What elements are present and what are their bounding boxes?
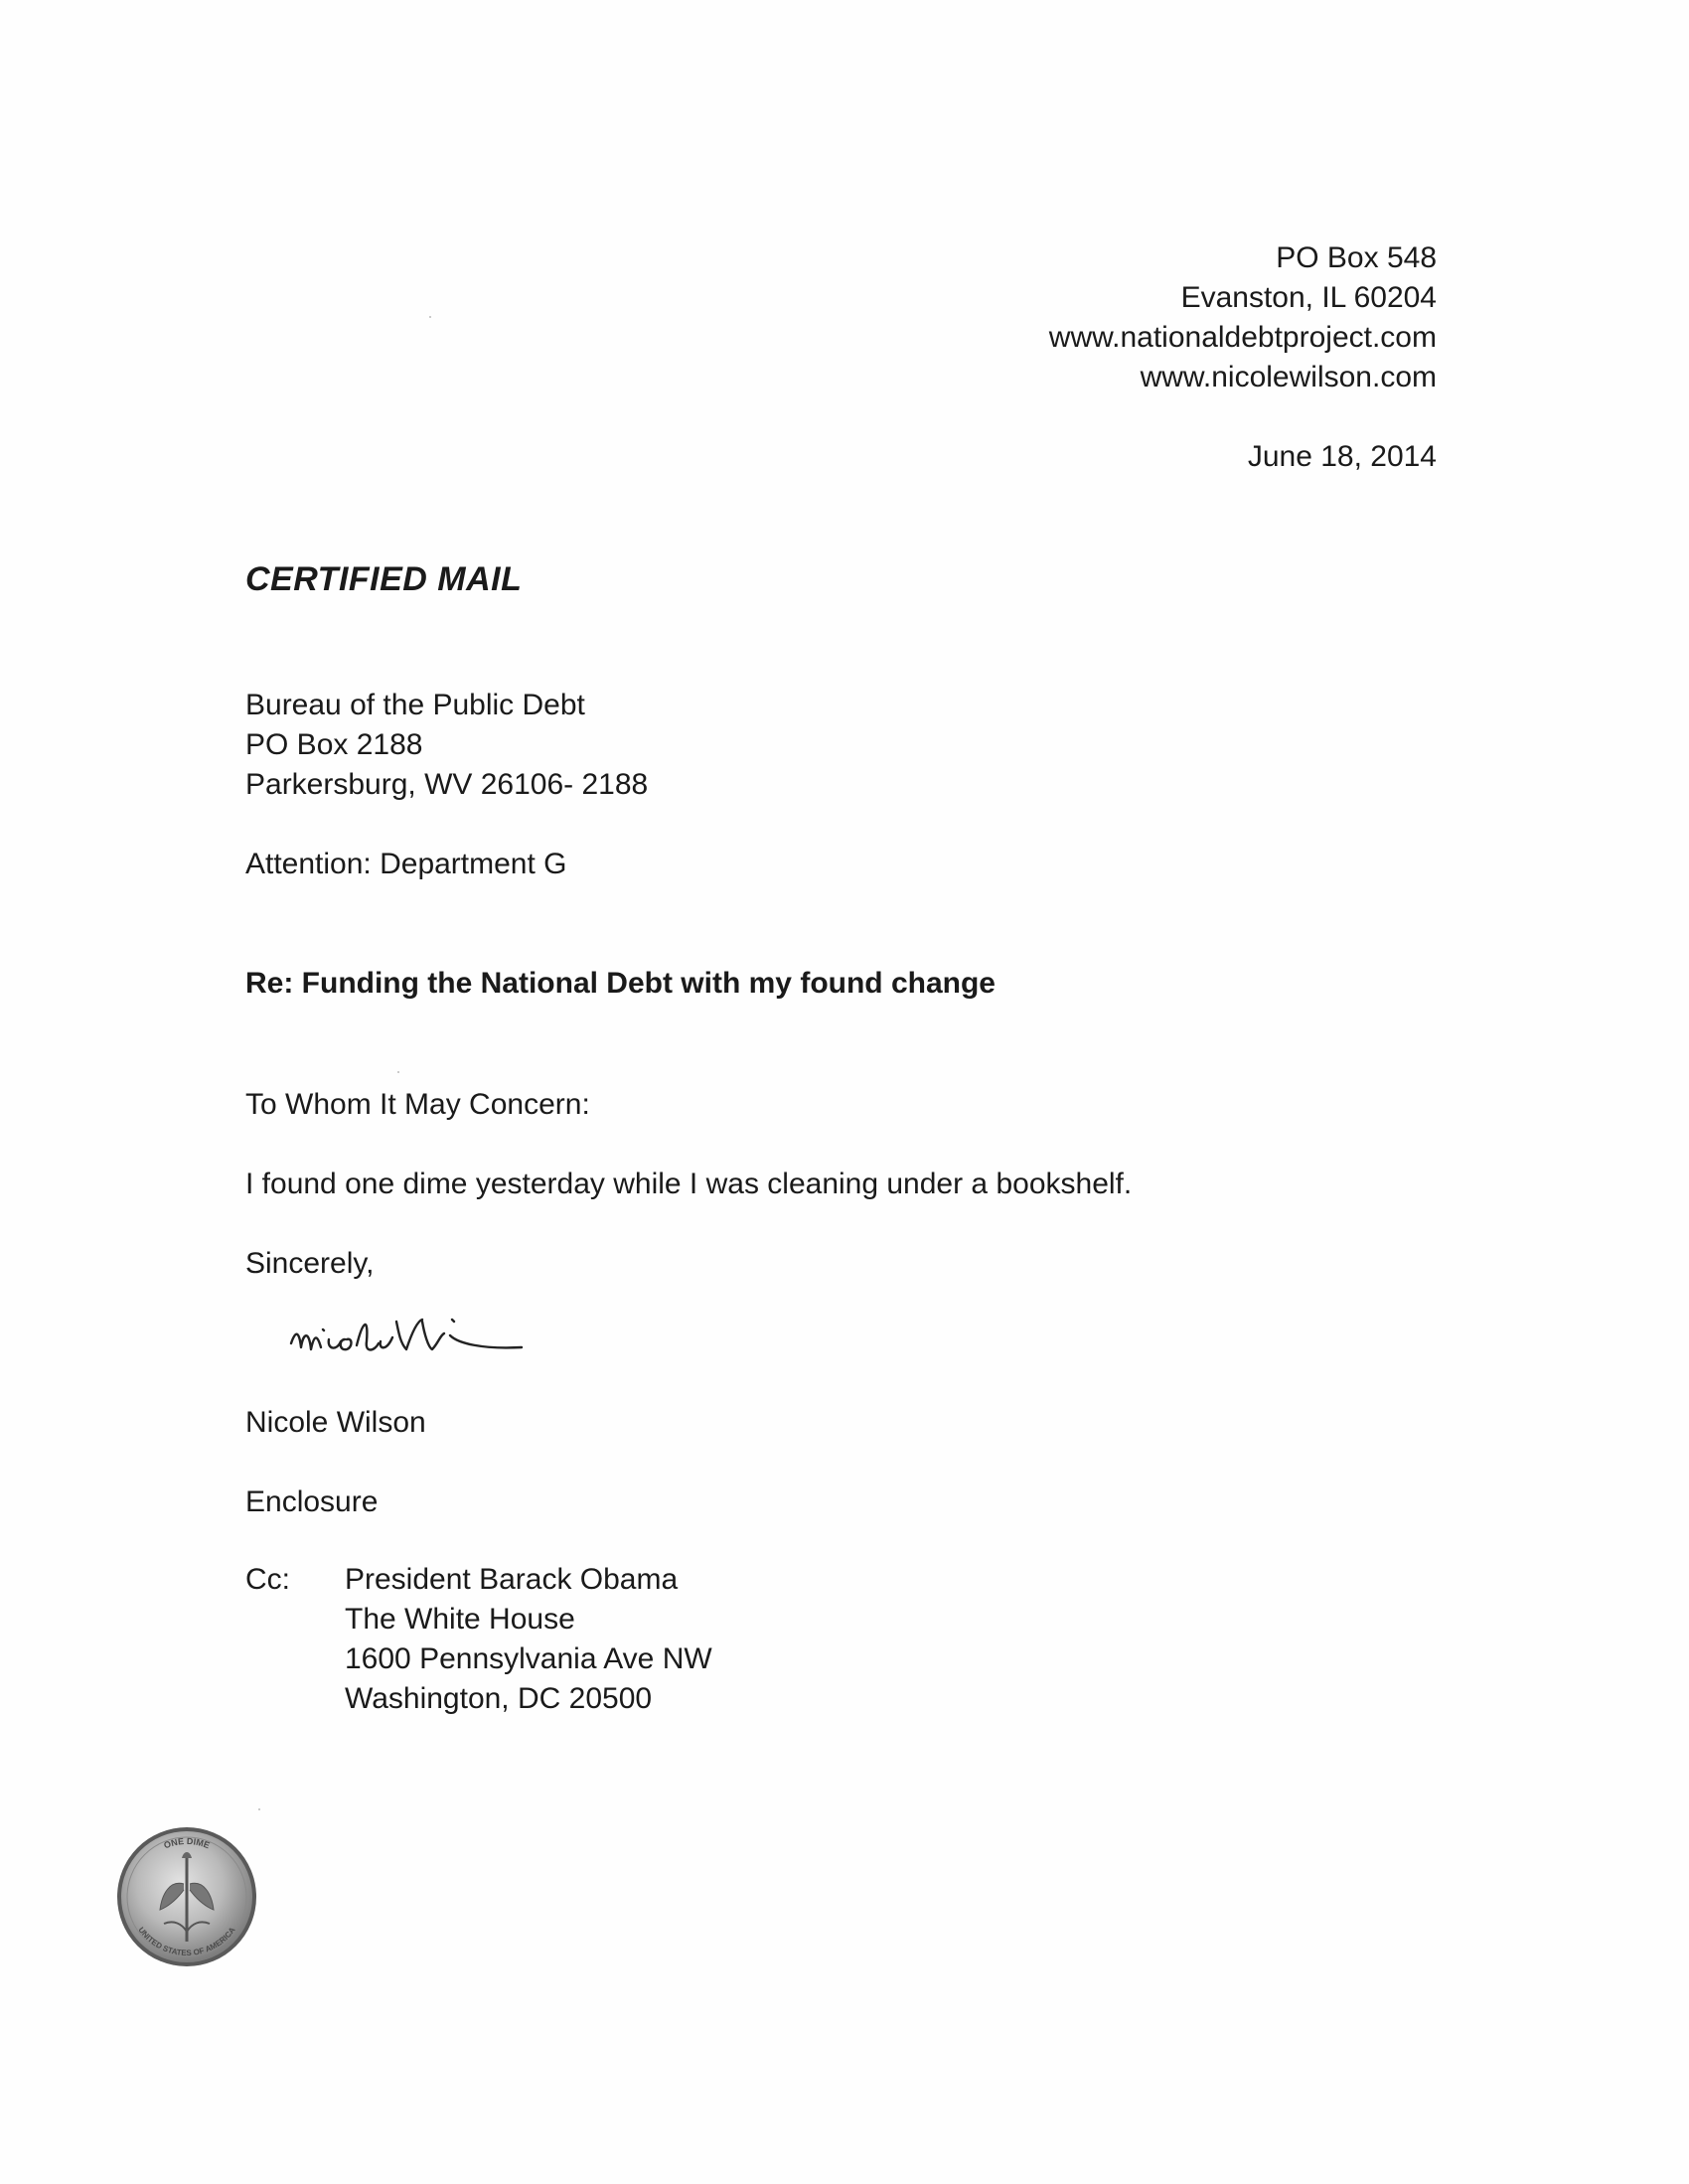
scan-speck [397, 1071, 399, 1073]
cc-street: 1600 Pennsylvania Ave NW [345, 1642, 712, 1675]
signer-name: Nicole Wilson [245, 1406, 426, 1439]
cc-label: Cc: [245, 1563, 290, 1596]
dime-coin-icon [114, 1824, 259, 1969]
attention-line: Attention: Department G [245, 848, 567, 880]
scan-speck [258, 1808, 260, 1810]
cc-building: The White House [345, 1603, 575, 1636]
sender-city: Evanston, IL 60204 [1180, 281, 1437, 314]
handwritten-signature [283, 1292, 591, 1371]
cc-name: President Barack Obama [345, 1563, 679, 1596]
recipient-city: Parkersburg, WV 26106- 2188 [245, 768, 649, 801]
cc-city: Washington, DC 20500 [345, 1682, 653, 1715]
sender-website-1: www.nationaldebtproject.com [1048, 321, 1437, 354]
sender-po-box: PO Box 548 [1276, 241, 1437, 274]
sender-website-2: www.nicolewilson.com [1140, 361, 1437, 393]
recipient-po-box: PO Box 2188 [245, 728, 423, 761]
salutation: To Whom It May Concern: [245, 1088, 590, 1121]
scan-speck [429, 316, 431, 318]
sender-address [1049, 238, 1437, 397]
letter-body: I found one dime yesterday while I was cleaning under a bookshelf. [245, 1168, 1133, 1200]
coin-inscription-top: ONE DIME [162, 1835, 212, 1851]
recipient-address [245, 686, 648, 805]
closing: Sincerely, [245, 1247, 375, 1280]
certified-mail-heading: CERTIFIED MAIL [245, 560, 523, 598]
subject-line: Re: Funding the National Debt with my found change [245, 967, 996, 1000]
letter-date: June 18, 2014 [1247, 440, 1437, 473]
coin-inscription-bottom: UNITED STATES OF AMERICA [136, 1925, 237, 1958]
cc-address [345, 1560, 712, 1719]
enclosure-note: Enclosure [245, 1485, 379, 1518]
recipient-name: Bureau of the Public Debt [245, 689, 585, 721]
